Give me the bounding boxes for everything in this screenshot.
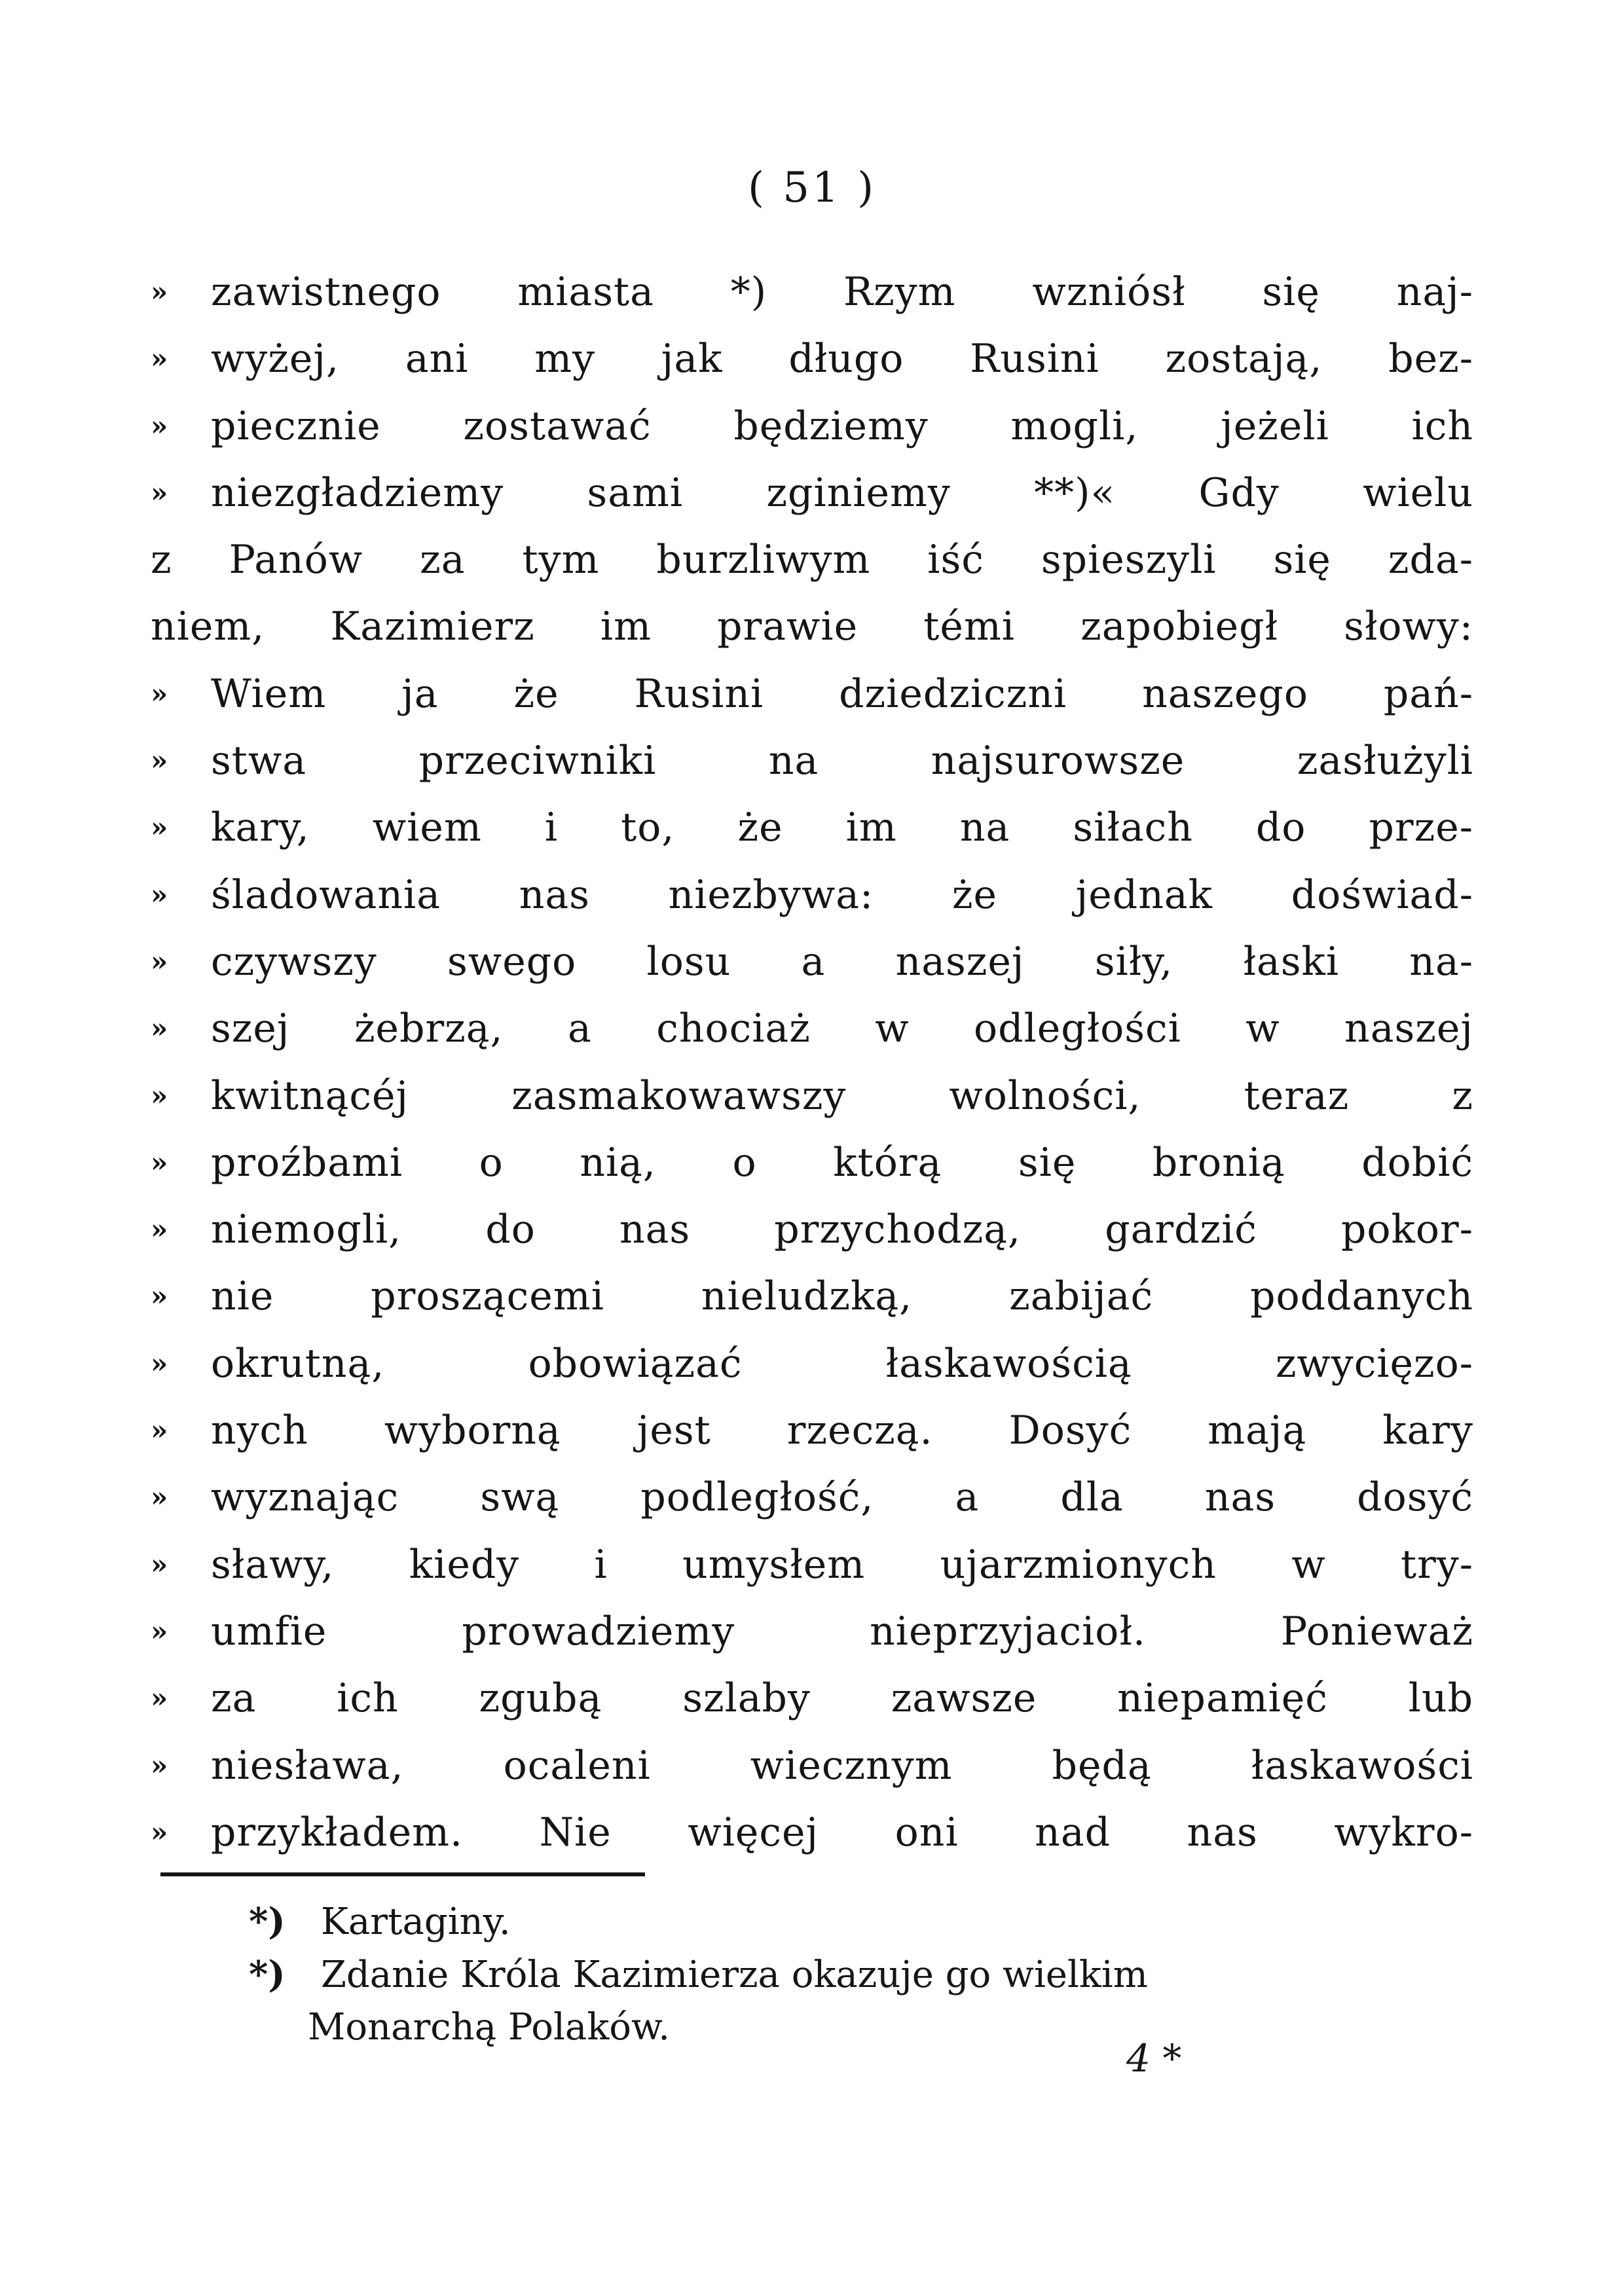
quote-mark: » bbox=[151, 1280, 168, 1313]
line-text: piecznie zostawać będziemy mogli, jeżeli ich bbox=[211, 403, 1473, 449]
quote-mark: » bbox=[151, 1548, 168, 1580]
footnote bbox=[249, 2001, 1493, 2054]
quote-mark: » bbox=[151, 878, 168, 911]
text-line bbox=[151, 460, 1473, 526]
text-line bbox=[151, 661, 1473, 727]
quote-mark: » bbox=[151, 1481, 168, 1514]
line-text: wyżej, ani my jak długo Rusini zostają, bez- bbox=[211, 336, 1473, 382]
text-line bbox=[151, 325, 1473, 392]
text-line bbox=[151, 1129, 1473, 1196]
footnote-mark: *) bbox=[249, 1953, 286, 1996]
line-text: niem, Kazimierz im prawie témi zapobiegł słowy: bbox=[151, 604, 1473, 650]
quote-mark: » bbox=[151, 1213, 168, 1246]
quote-mark: » bbox=[151, 342, 168, 375]
line-text: wyznając swą podległość, a dla nas dosyć bbox=[211, 1474, 1473, 1521]
line-text: sławy, kiedy i umysłem ujarzmionych w try- bbox=[211, 1541, 1473, 1588]
quote-mark: » bbox=[151, 744, 168, 777]
line-text: proźbami o nią, o którą się bronią dobić bbox=[211, 1139, 1473, 1186]
line-text: stwa przeciwniki na najsurowsze zasłużyli bbox=[211, 738, 1473, 784]
text-line bbox=[151, 1464, 1473, 1531]
quote-mark: » bbox=[151, 1079, 168, 1112]
quote-mark: » bbox=[151, 1815, 168, 1848]
line-text: niemogli, do nas przychodzą, gardzić pokor- bbox=[211, 1207, 1473, 1253]
line-text: nych wyborną jest rzeczą. Dosyć mają kary bbox=[211, 1408, 1473, 1454]
text-line bbox=[151, 1397, 1473, 1464]
text-line bbox=[151, 259, 1473, 325]
quote-mark: » bbox=[151, 1614, 168, 1647]
footnote-mark: *) bbox=[249, 1900, 286, 1943]
quote-mark: » bbox=[151, 409, 168, 442]
text-line bbox=[151, 1263, 1473, 1330]
text-line bbox=[151, 862, 1473, 928]
page-number: ( 51 ) bbox=[747, 164, 877, 212]
signature-mark: 4 * bbox=[1126, 2036, 1182, 2081]
line-text: za ich zgubą szlaby zawsze niepamięć lub bbox=[211, 1675, 1473, 1722]
line-text: z Panów za tym burzliwym iść spieszyli się zda- bbox=[151, 537, 1473, 583]
text-line bbox=[151, 1732, 1473, 1799]
line-text: śladowania nas niezbywa: że jednak doświad- bbox=[211, 871, 1473, 918]
footnote bbox=[249, 1948, 1493, 2001]
text-line bbox=[151, 393, 1473, 460]
text-line bbox=[151, 593, 1473, 660]
text-line bbox=[151, 1665, 1473, 1732]
line-text: kwitnącéj zasmakowawszy wolności, teraz z bbox=[211, 1072, 1473, 1119]
quote-mark: » bbox=[151, 945, 168, 977]
footnote-divider bbox=[160, 1872, 645, 1876]
line-text: umfie prowadziemy nieprzyjacioł. Ponieważ bbox=[211, 1608, 1473, 1654]
quote-mark: » bbox=[151, 1414, 168, 1447]
text-line bbox=[151, 928, 1473, 995]
footnotes bbox=[249, 1895, 1493, 2054]
footnote-text: Zdanie Króla Kazimierza okazuje go wielkim bbox=[321, 1954, 1148, 1996]
line-text: szej żebrzą, a chociaż w odległości w naszej bbox=[211, 1006, 1473, 1052]
line-text: Wiem ja że Rusini dziedziczni naszego pań- bbox=[211, 670, 1473, 717]
text-line bbox=[151, 526, 1473, 593]
line-text: nie proszącemi nieludzką, zabijać poddanych bbox=[211, 1273, 1473, 1320]
main-text bbox=[151, 259, 1473, 1866]
footnote-text: Monarchą Polaków. bbox=[308, 2006, 671, 2049]
footnote-text: Kartaginy. bbox=[321, 1901, 511, 1943]
text-line bbox=[151, 1063, 1473, 1129]
quote-mark: » bbox=[151, 811, 168, 844]
quote-mark: » bbox=[151, 476, 168, 509]
text-line bbox=[151, 1531, 1473, 1598]
text-line bbox=[151, 1799, 1473, 1866]
quote-mark: » bbox=[151, 1347, 168, 1379]
quote-mark: » bbox=[151, 1146, 168, 1178]
text-line bbox=[151, 995, 1473, 1062]
quote-mark: » bbox=[151, 1682, 168, 1715]
line-text: czywszy swego losu a naszej siły, łaski na- bbox=[211, 938, 1473, 985]
quote-mark: » bbox=[151, 677, 168, 710]
line-text: zawistnego miasta *) Rzym wzniósł się naj- bbox=[211, 269, 1473, 315]
quote-mark: » bbox=[151, 1012, 168, 1045]
line-text: niesława, ocaleni wiecznym będą łaskawości bbox=[211, 1742, 1473, 1789]
quote-mark: » bbox=[151, 276, 168, 308]
footnote bbox=[249, 1895, 1493, 1948]
text-line bbox=[151, 794, 1473, 861]
line-text: kary, wiem i to, że im na siłach do prze- bbox=[211, 805, 1473, 851]
quote-mark: » bbox=[151, 1749, 168, 1781]
text-line bbox=[151, 1330, 1473, 1397]
line-text: okrutną, obowiązać łaskawością zwycięzo- bbox=[211, 1340, 1473, 1387]
text-line bbox=[151, 1196, 1473, 1263]
line-text: przykładem. Nie więcej oni nad nas wykro- bbox=[211, 1809, 1473, 1855]
text-line bbox=[151, 1598, 1473, 1665]
line-text: niezgładziemy sami zginiemy **)« Gdy wielu bbox=[211, 469, 1473, 516]
text-line bbox=[151, 727, 1473, 794]
